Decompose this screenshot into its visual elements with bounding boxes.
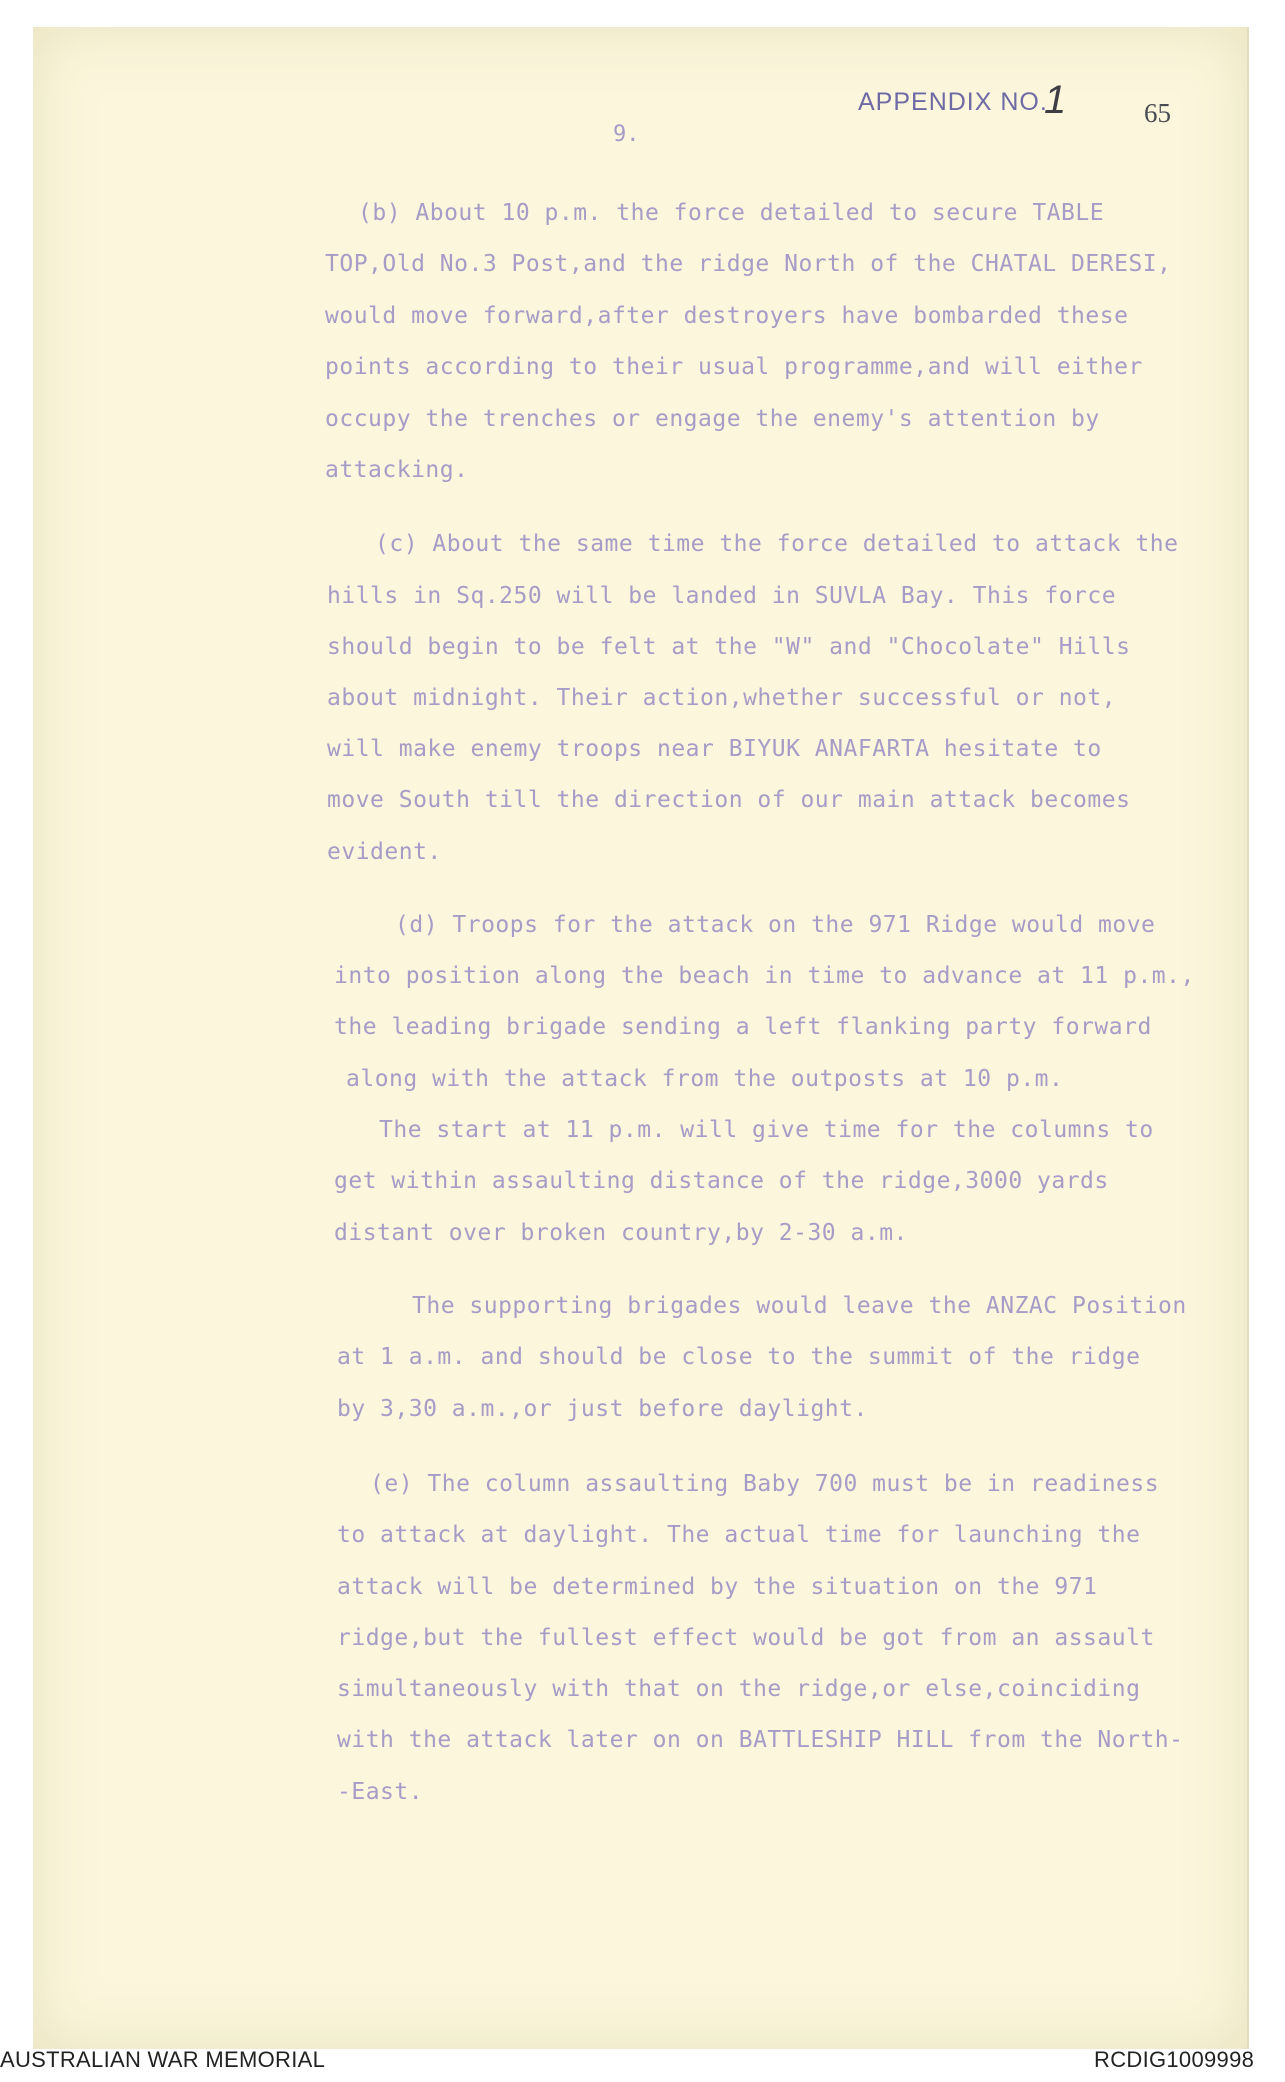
text-line: get within assaulting distance of the ridge,3000 yards: [334, 1168, 1109, 1194]
text-line: with the attack later on on BATTLESHIP HILL from the North-: [337, 1727, 1184, 1753]
text-line: evident.: [327, 839, 442, 865]
text-line: (b) About 10 p.m. the force detailed to secure TABLE: [358, 200, 1105, 226]
text-line: The supporting brigades would leave the ANZAC Position: [412, 1293, 1187, 1319]
page-number: 9.: [613, 122, 640, 147]
text-line: distant over broken country,by 2-30 a.m.: [334, 1220, 908, 1246]
text-line: will make enemy troops near BIYUK ANAFARTA hesitate to: [327, 736, 1102, 762]
text-line: by 3,30 a.m.,or just before daylight.: [337, 1396, 868, 1422]
text-line: -East.: [337, 1779, 424, 1805]
text-line: (c) About the same time the force detailed to attack the: [375, 531, 1179, 557]
footer-source-label: AUSTRALIAN WAR MEMORIAL: [0, 2047, 326, 2072]
text-line: to attack at daylight. The actual time for launching the: [337, 1522, 1141, 1548]
text-line: points according to their usual programme,and will either: [325, 354, 1143, 380]
appendix-stamp: APPENDIX NO.: [858, 88, 1048, 116]
text-line: would move forward,after destroyers have bombarded these: [325, 303, 1129, 329]
appendix-number: 1: [1044, 78, 1067, 122]
text-line: along with the attack from the outposts at 10 p.m.: [346, 1066, 1064, 1092]
text-line: move South till the direction of our main attack becomes: [327, 787, 1131, 813]
text-line: ridge,but the fullest effect would be got from an assault: [337, 1625, 1155, 1651]
text-line: about midnight. Their action,whether successful or not,: [327, 685, 1117, 711]
text-line: at 1 a.m. and should be close to the summit of the ridge: [337, 1344, 1141, 1370]
text-line: TOP,Old No.3 Post,and the ridge North of the CHATAL DERESI,: [325, 251, 1172, 277]
text-line: should begin to be felt at the "W" and "Chocolate" Hills: [327, 634, 1131, 660]
text-line: simultaneously with that on the ridge,or else,coinciding: [337, 1676, 1141, 1702]
text-line: The start at 11 p.m. will give time for the columns to: [379, 1117, 1154, 1143]
folio-number: 65: [1144, 98, 1171, 128]
text-line: attack will be determined by the situation on the 971: [337, 1574, 1098, 1600]
text-line: the leading brigade sending a left flanking party forward: [334, 1014, 1152, 1040]
text-line: into position along the beach in time to advance at 11 p.m.,: [334, 963, 1195, 989]
text-line: hills in Sq.250 will be landed in SUVLA Bay. This force: [327, 583, 1117, 609]
text-line: occupy the trenches or engage the enemy's attention by: [325, 406, 1100, 432]
text-line: attacking.: [325, 457, 469, 483]
text-line: (d) Troops for the attack on the 971 Ridge would move: [395, 912, 1156, 938]
footer-record-id: RCDIG1009998: [1094, 2047, 1255, 2072]
text-line: (e) The column assaulting Baby 700 must be in readiness: [370, 1471, 1160, 1497]
